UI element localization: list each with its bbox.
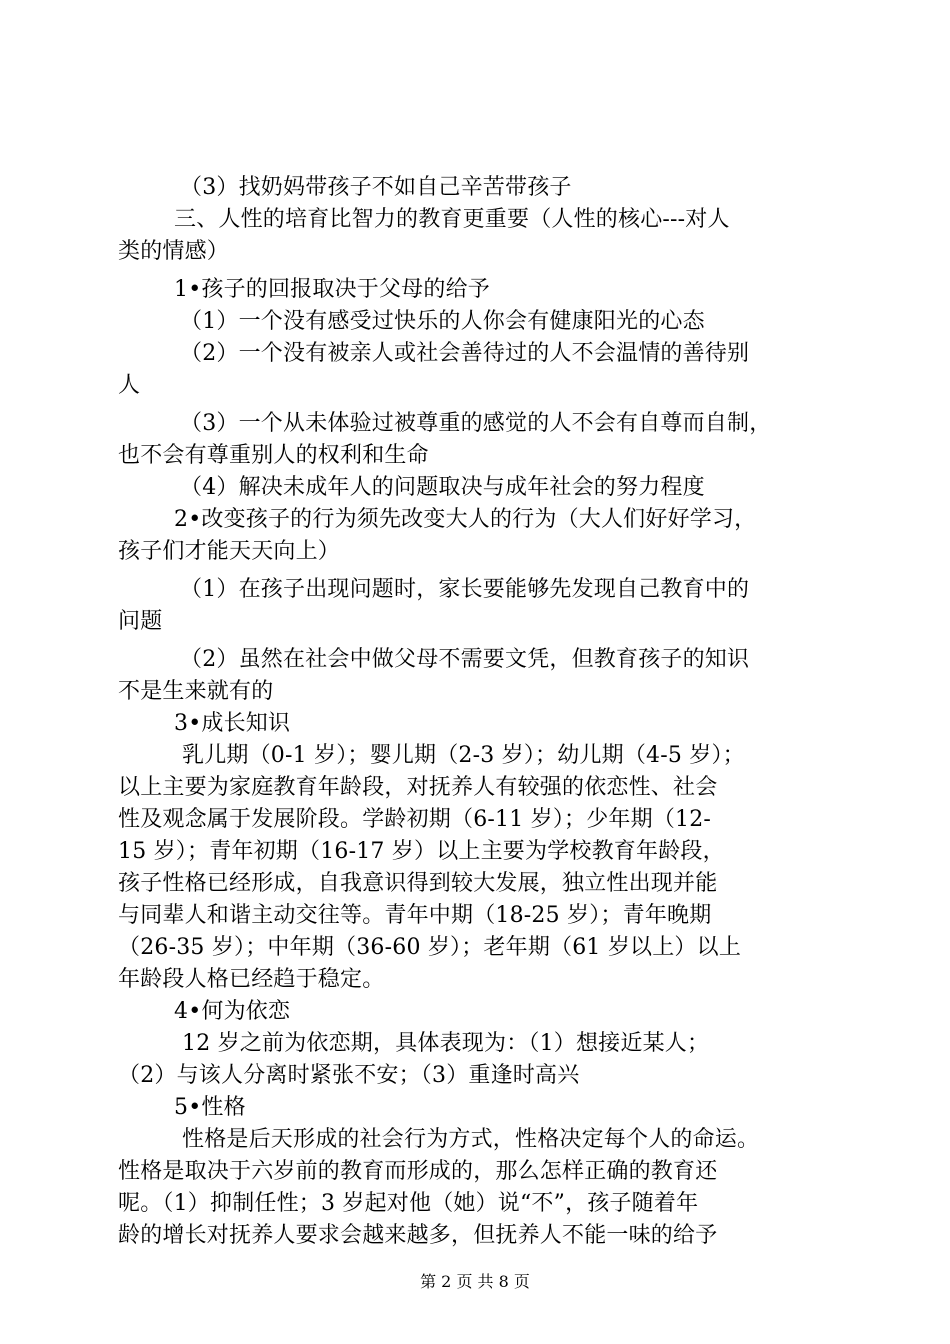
text-line: 呢。（1）抑制任性；3 岁起对他（她）说“不”，孩子随着年 [118,1191,699,1216]
text-line: 龄的增长对抚养人要求会越来越多，但抚养人不能一味的给予 [118,1223,718,1248]
text-line: 性格是后天形成的社会行为方式，性格决定每个人的命运。 [182,1127,760,1152]
text-line: 孩子性格已经形成，自我意识得到较大发展，独立性出现并能 [118,871,718,896]
document-body [118,172,838,1252]
text-line: （3）找奶妈带孩子不如自己辛苦带孩子 [180,175,572,200]
text-line: 年龄段人格已经趋于稳定。 [118,967,385,992]
text-line: 人 [118,373,141,398]
text-line: （4）解决未成年人的问题取决与成年社会的努力程度 [180,475,705,500]
text-line: （2）与该人分离时紧张不安；（3）重逢时高兴 [118,1063,580,1088]
text-line: 性格是取决于六岁前的教育而形成的，那么怎样正确的教育还 [118,1159,718,1184]
text-line: 15 岁）；青年初期（16-17 岁）以上主要为学校教育年龄段， [118,839,725,864]
text-line: 类的情感） [118,239,230,264]
text-line: 以上主要为家庭教育年龄段，对抚养人有较强的依恋性、社会 [118,775,718,800]
text-line: 也不会有尊重别人的权利和生命 [118,443,429,468]
text-line: 不是生来就有的 [118,679,274,704]
text-line: 性及观念属于发展阶段。学龄初期（6-11 岁）；少年期（12- [118,807,712,832]
subsection-heading: 3•成长知识 [174,711,291,736]
text-line: 孩子们才能天天向上） [118,539,341,564]
text-line: （2）虽然在社会中做父母不需要文凭，但教育孩子的知识 [180,647,750,672]
text-line: 乳儿期（0-1 岁）；婴儿期（2-3 岁）；幼儿期（4-5 岁）； [182,743,745,768]
text-line: （1）一个没有感受过快乐的人你会有健康阳光的心态 [180,309,705,334]
section-heading: 三、人性的培育比智力的教育更重要（人性的核心---对人 [174,207,730,232]
subsection-heading: 1•孩子的回报取决于父母的给予 [174,277,490,302]
text-line: （2）一个没有被亲人或社会善待过的人不会温情的善待别 [180,341,750,366]
text-line: 与同辈人和谐主动交往等。青年中期（18-25 岁）；青年晚期 [118,903,712,928]
text-line: 12 岁之前为依恋期，具体表现为：（1）想接近某人； [182,1031,710,1056]
page-number-footer: 第 2 页 共 8 页 [420,1272,530,1291]
subsection-heading: 4•何为依恋 [174,999,291,1024]
text-line: 问题 [118,609,163,634]
text-line: （1）在孩子出现问题时，家长要能够先发现自己教育中的 [180,577,750,602]
subsection-heading: 5•性格 [174,1095,246,1120]
subsection-heading: 2•改变孩子的行为须先改变大人的行为（大人们好好学习， [174,507,757,532]
text-line: （3）一个从未体验过被尊重的感觉的人不会有自尊而自制， [180,411,772,436]
text-line: （26-35 岁）；中年期（36-60 岁）；老年期（61 岁以上）以上 [118,935,742,960]
